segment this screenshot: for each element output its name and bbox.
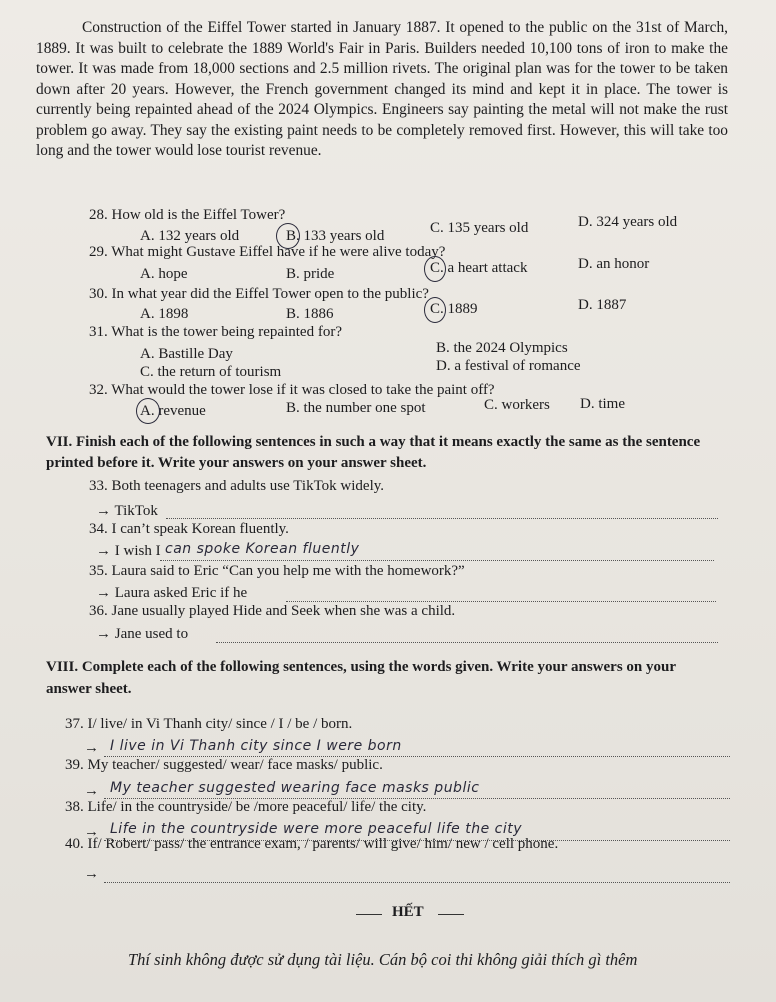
- q39-arrow: →: [84, 783, 99, 799]
- q29-option-c: C. a heart attack: [430, 260, 528, 276]
- q36-stem: 36. Jane usually played Hide and Seek when she was a child.: [89, 603, 456, 619]
- q34-lead: → I wish I: [96, 543, 161, 559]
- q30-option-a: A. 1898: [140, 306, 189, 322]
- q31-option-d: D. a festival of romance: [436, 358, 581, 374]
- q37-handwritten-answer: I live in Vi Thanh city since I were born: [110, 738, 402, 754]
- q31-stem: 31. What is the tower being repainted for?: [89, 324, 342, 340]
- q30-stem: 30. In what year did the Eiffel Tower open to the public?: [89, 286, 429, 302]
- q32-option-d: D. time: [580, 396, 625, 412]
- q39-stem: 39. My teacher/ suggested/ wear/ face masks/ public.: [65, 757, 383, 773]
- q28-option-d: D. 324 years old: [578, 214, 678, 230]
- q29-stem: 29. What might Gustave Eiffel have if he were alive today?: [89, 244, 446, 260]
- q32-option-a: A. revenue: [140, 403, 206, 419]
- reading-passage: [36, 18, 728, 162]
- q40-stem: 40. If/ Robert/ pass/ the entrance exam, / parents/ will give/ him/ new / cell phone.: [65, 836, 559, 852]
- section-7-heading: VII. Finish each of the following sentences in such a way that it means exactly the same as the sentence printed before it. Write your answers on your answer sheet.: [46, 434, 701, 471]
- answer-circle: [424, 297, 446, 323]
- q37-arrow: →: [84, 740, 99, 756]
- q38-stem: 38. Life/ in the countryside/ be /more peaceful/ life/ the city.: [65, 799, 427, 815]
- end-marker: HẾT: [392, 904, 424, 920]
- q33-lead: → TikTok: [96, 503, 158, 519]
- q33-answer-line: [166, 518, 718, 519]
- q34-stem: 34. I can’t speak Korean fluently.: [89, 521, 289, 537]
- q29-option-d: D. an honor: [578, 256, 650, 272]
- end-rule-right: [438, 914, 464, 915]
- q28-option-c: C. 135 years old: [430, 220, 529, 236]
- q29-option-a: A. hope: [140, 266, 188, 282]
- q32-stem: 32. What would the tower lose if it was closed to take the paint off?: [89, 382, 495, 398]
- footer-note: Thí sinh không được sử dụng tài liệu. Cán bộ coi thi không giải thích gì thêm: [128, 950, 638, 969]
- section-8-heading: VIII. Complete each of the following sentences, using the words given. Write your answers on your answer sheet.: [46, 659, 676, 697]
- q31-option-b: B. the 2024 Olympics: [436, 340, 568, 356]
- q31-option-c: C. the return of tourism: [140, 364, 282, 380]
- q31-option-a: A. Bastille Day: [140, 346, 233, 362]
- q35-answer-line: [286, 601, 716, 602]
- q32-option-b: B. the number one spot: [286, 400, 426, 416]
- q35-lead: → Laura asked Eric if he: [96, 585, 248, 601]
- q33-stem: 33. Both teenagers and adults use TikTok widely.: [89, 478, 385, 494]
- q30-option-b: B. 1886: [286, 306, 334, 322]
- q28-stem: 28. How old is the Eiffel Tower?: [89, 207, 286, 223]
- q28-option-b: B. 133 years old: [286, 228, 385, 244]
- q38-handwritten-answer: Life in the countryside were more peaceful life the city: [110, 821, 522, 837]
- q36-lead: → Jane used to: [96, 626, 189, 642]
- q30-option-c: C. 1889: [430, 301, 478, 317]
- q35-stem: 35. Laura said to Eric “Can you help me with the homework?”: [89, 563, 465, 579]
- q37-stem: 37. I/ live/ in Vi Thanh city/ since / I / be / born.: [65, 716, 353, 732]
- q40-answer-line: [104, 882, 730, 883]
- q34-handwritten-answer: can spoke Korean fluently: [165, 541, 360, 557]
- q30-option-d: D. 1887: [578, 297, 627, 313]
- q32-option-c: C. workers: [484, 397, 550, 413]
- passage-text: Construction of the Eiffel Tower started in January 1887. It opened to the public on the 31st of March, 1889. It was built to celebrate the 1889 World's Fair in Paris. Builders needed 10,100 tons of iron to make the tower. It was made from 18,000 sections and 2.5 million rivets. The original plan was for the tower to be taken down after 20 years. However, the French government changed its mind and kept it in place. The tower is currently being repainted ahead of the 2024 Olympics. Engineers say painting the metal will not make the rust problem go away. They say the existing paint needs to be completely removed first. However, this will take too long and the tower would lose tourist revenue.: [36, 19, 728, 159]
- answer-circle: [136, 398, 160, 424]
- q34-answer-line: [160, 560, 714, 561]
- q40-arrow: →: [84, 866, 99, 882]
- end-rule-left: [356, 914, 382, 915]
- q28-option-a: A. 132 years old: [140, 228, 240, 244]
- answer-circle: [424, 256, 446, 282]
- q36-answer-line: [216, 642, 718, 643]
- q38-arrow: →: [84, 824, 99, 840]
- q29-option-b: B. pride: [286, 266, 335, 282]
- q39-handwritten-answer: My teacher suggested wearing face masks public: [110, 780, 480, 796]
